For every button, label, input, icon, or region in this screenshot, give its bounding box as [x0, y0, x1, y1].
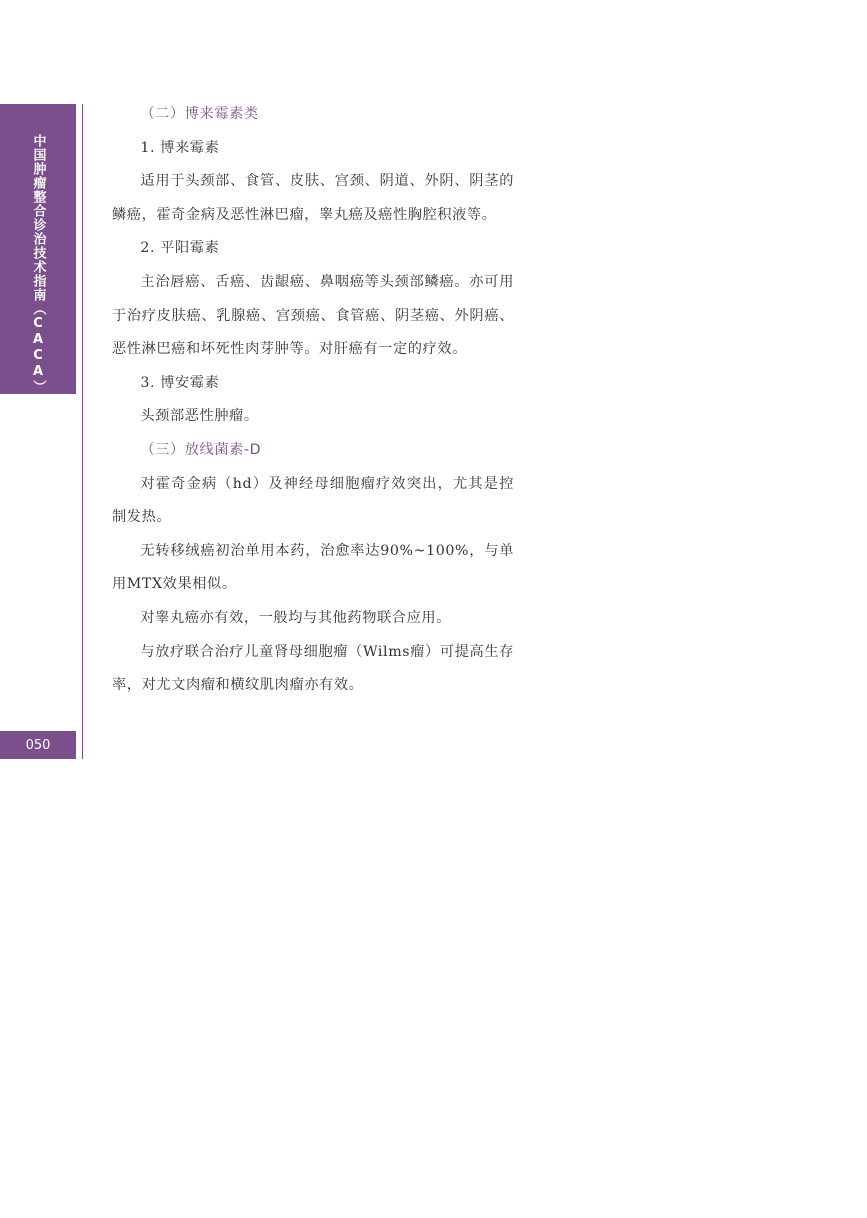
sidebar-tab [0, 104, 76, 394]
paragraph: 适用于头颈部、食管、皮肤、宫颈、阴道、外阴、阴茎的鳞癌，霍奇金病及恶性淋巴瘤，睾丸癌及癌性胸腔积液等。 [112, 173, 514, 223]
paragraph: 头颈部恶性肿瘤。 [140, 408, 259, 425]
paragraph: 无转移绒癌初治单用本药，治愈率达90%~100%，与单用MTX效果相似。 [112, 542, 514, 593]
drug-heading: 1. 博来霉素 [140, 139, 220, 156]
section-heading: （三）放线菌素-D [140, 441, 262, 458]
book-title: 中国肿瘤整合诊治技术指南（CACA） [30, 134, 46, 394]
section-heading: （二）博来霉素类 [140, 106, 259, 122]
vertical-rule [82, 104, 83, 759]
page-number: 050 [0, 731, 76, 759]
drug-heading: 2. 平阳霉素 [140, 240, 220, 257]
paragraph: 与放疗联合治疗儿童肾母细胞瘤（Wilms瘤）可提高生存率，对尤文肉瘤和横纹肌肉瘤亦有效。 [112, 643, 514, 694]
drug-heading: 3. 博安霉素 [140, 374, 220, 391]
paragraph: 对霍奇金病（hd）及神经母细胞瘤疗效突出，尤其是控制发热。 [112, 475, 514, 526]
paragraph: 对睾丸癌亦有效，一般均与其他药物联合应用。 [140, 609, 451, 626]
main-content [112, 98, 514, 703]
paragraph: 主治唇癌、舌癌、齿龈癌、鼻咽癌等头颈部鳞癌。亦可用于治疗皮肤癌、乳腺癌、宫颈癌、食管癌、阴茎癌、外阴癌、恶性淋巴癌和坏死性肉芽肿等。对肝癌有一定的疗效。 [112, 273, 514, 358]
